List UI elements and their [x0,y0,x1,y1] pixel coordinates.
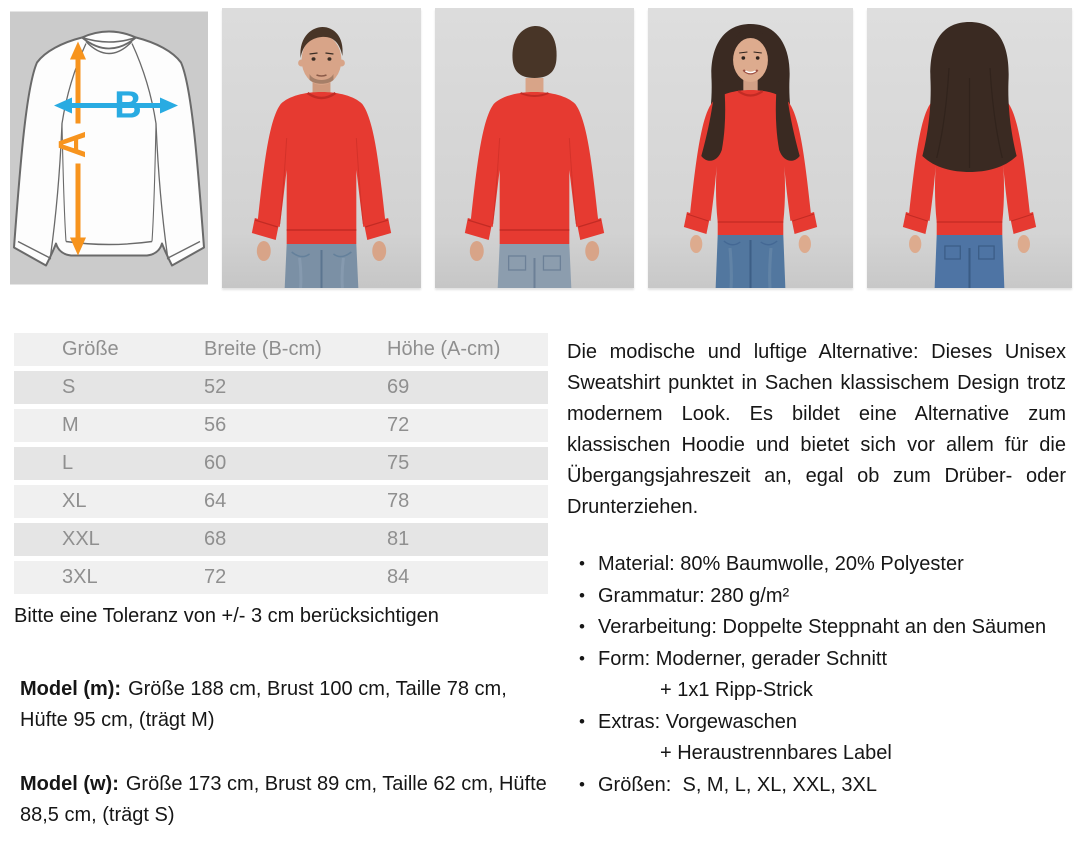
height-cell: 78 [387,490,410,512]
width-cell: 52 [204,376,227,398]
height-cell: 69 [387,376,410,398]
table-row [14,523,548,556]
product-details [14,333,1066,831]
list-item [579,581,1066,613]
photo-woman-back [867,8,1072,288]
list-item [579,707,1066,770]
bullet-icon: • [579,648,585,668]
bullet-icon: • [579,711,585,731]
column-header-width: Breite (B-cm) [204,338,322,360]
size-cell: L [62,452,74,474]
woman-front-photo [648,8,853,288]
size-cell: 3XL [62,566,98,588]
height-cell: 72 [387,414,410,436]
height-label: A [52,130,94,159]
list-item [579,770,1066,802]
height-cell: 75 [387,452,410,474]
table-row [14,447,548,480]
attribute-extras: Extras: Vorgewaschen [598,710,797,733]
attribute-grammatur: Grammatur: 280 g/m² [598,584,790,607]
table-row [14,409,548,442]
size-diagram-panel [10,8,208,288]
list-item [579,612,1066,644]
attribute-extras-cont: + Heraustrennbares Label [660,742,892,764]
product-gallery [10,8,1072,288]
width-cell: 68 [204,528,227,550]
model-m-label: Model (m): [20,678,122,700]
bullet-icon: • [579,774,585,794]
photo-woman-front [648,8,853,288]
model-w-label: Model (w): [20,773,119,795]
model-m-info [20,674,548,736]
attribute-form: Form: Moderner, gerader Schnitt [598,647,888,670]
width-cell: 64 [204,490,227,512]
product-description: Die modische und luftige Alternative: Dieses Unisex Sweatshirt punktet in Sachen klassischem Design trotz modernem Look. Es bildet eine Alternative zum klassischen Hoodie und bietet sich vor allem für die Übergangsjahreszeit an, egal ob zum Drüber- oder Drunterziehen. [567,341,1066,518]
attribute-groessen: Größen: S, M, L, XL, XXL, 3XL [598,773,878,796]
tolerance-note: Bitte eine Toleranz von +/- 3 cm berücksichtigen [14,605,439,627]
size-info-column [14,333,548,831]
width-cell: 56 [204,414,227,436]
size-cell: M [62,414,79,436]
width-cell: 60 [204,452,227,474]
model-m-text: Größe 188 cm, Brust 100 cm, Taille 78 cm, Hüfte 95 cm, (trägt M) [20,678,507,731]
table-row [14,485,548,518]
man-back-sweatshirt [471,92,598,230]
product-attributes-list [579,549,1066,801]
size-cell: XXL [62,528,100,550]
woman-back-photo [867,8,1072,288]
man-back-photo [435,8,634,288]
photo-man-back [435,8,634,288]
attribute-verarbeitung: Verarbeitung: Doppelte Steppnaht an den Säumen [598,616,1047,638]
height-cell: 81 [387,528,410,550]
model-w-text: Größe 173 cm, Brust 89 cm, Taille 62 cm, Hüfte 88,5 cm, (trägt S) [20,773,547,826]
description-column [567,333,1066,831]
photo-man-front [222,8,421,288]
man-front-photo [222,8,421,288]
table-row [14,371,548,404]
size-table-header-row [14,333,548,366]
column-header-height: Höhe (A-cm) [387,338,501,360]
list-item [579,549,1066,581]
bullet-icon: • [579,554,585,573]
table-row [14,561,548,594]
size-cell: XL [62,490,87,512]
bullet-icon: • [579,585,585,605]
column-header-size: Größe [62,338,119,360]
bullet-icon: • [579,617,585,636]
man-front-sweatshirt [258,92,385,230]
width-label: B [114,84,142,127]
attribute-material: Material: 80% Baumwolle, 20% Polyester [598,553,964,575]
sweatshirt-outline [14,32,204,266]
height-cell: 84 [387,566,410,588]
sweatshirt-measure-diagram [10,10,208,288]
width-cell: 72 [204,566,227,588]
model-w-info [20,769,548,831]
size-cell: S [62,376,76,398]
attribute-form-cont: + 1x1 Ripp-Strick [660,679,813,701]
list-item [579,644,1066,707]
size-table [14,333,548,594]
